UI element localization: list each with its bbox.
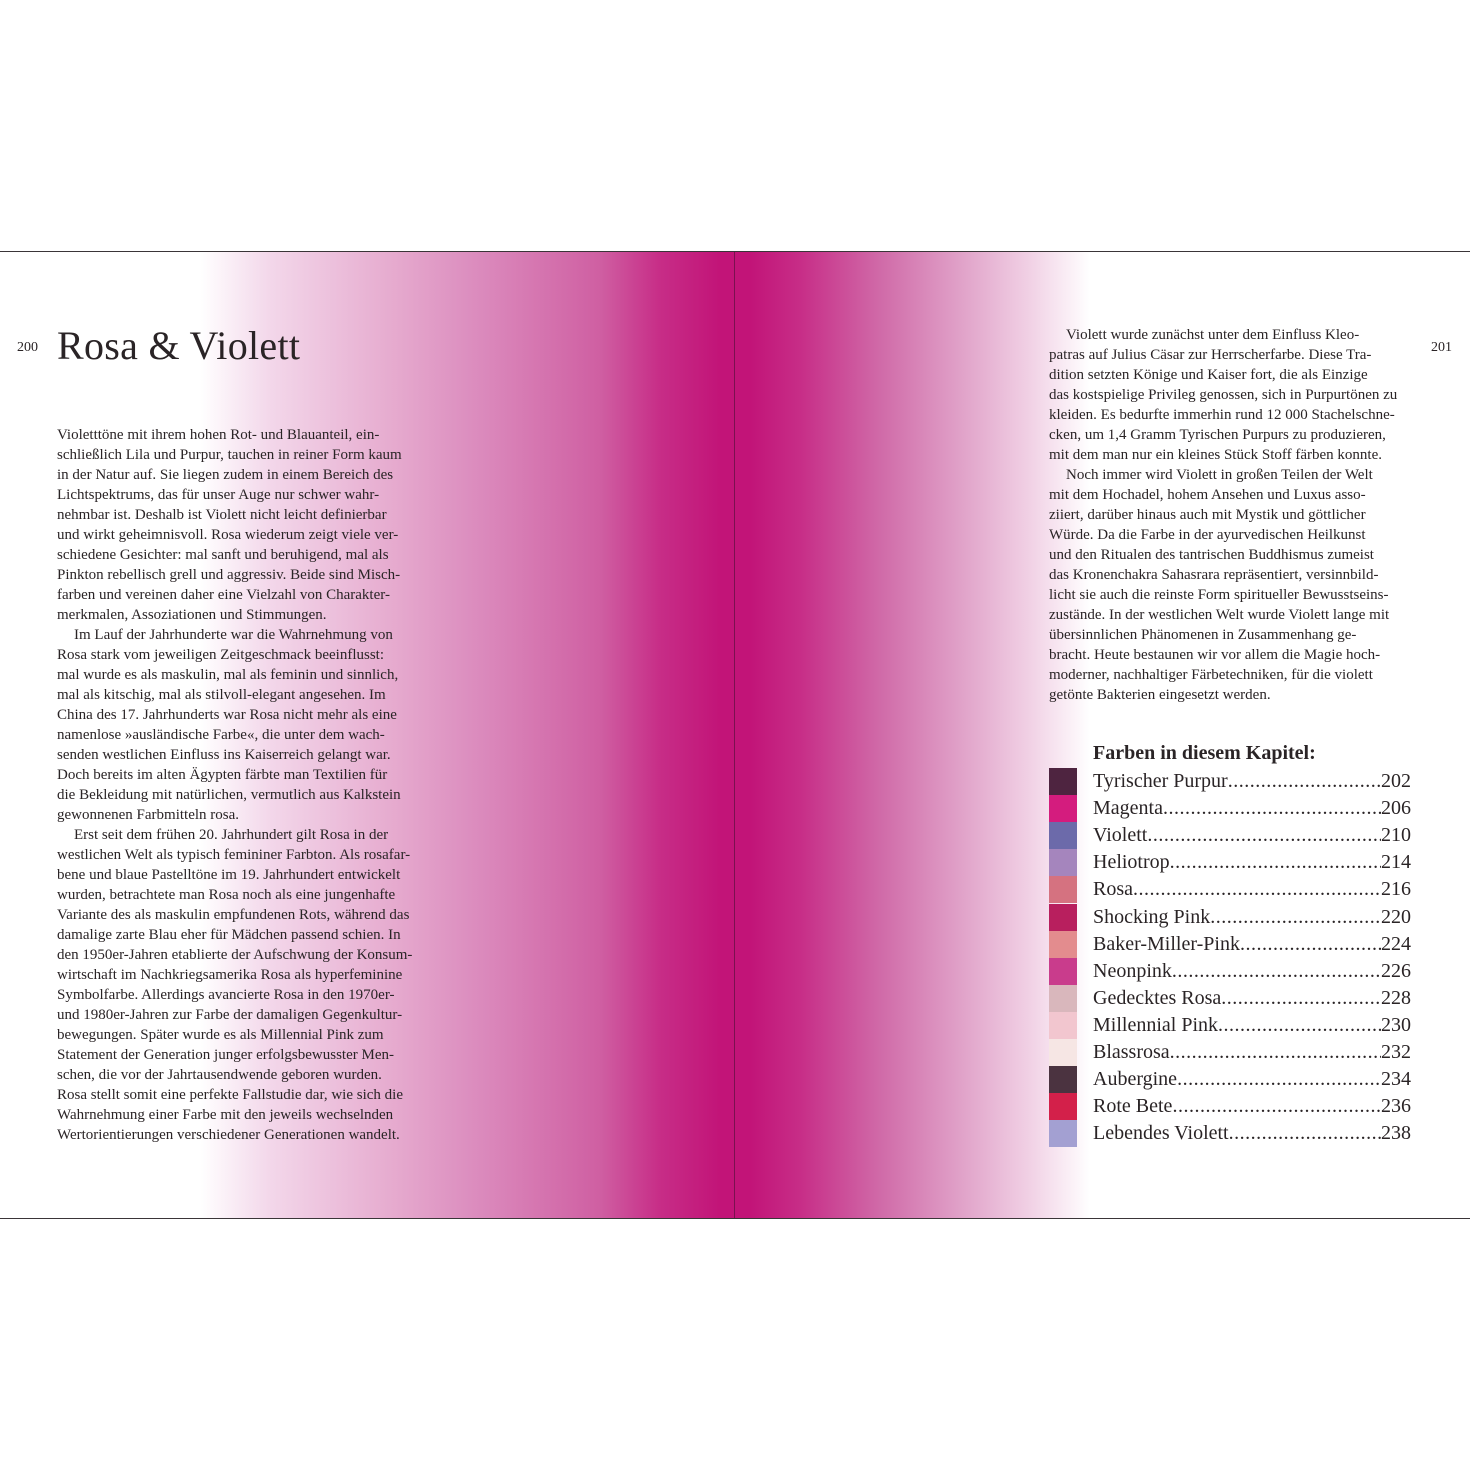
color-page-number: 220 bbox=[1381, 905, 1411, 928]
color-page-number: 210 bbox=[1381, 824, 1411, 847]
text-line: merkmalen, Assoziationen und Stimmungen. bbox=[57, 607, 327, 623]
color-name: Tyrischer Purpur bbox=[1093, 770, 1228, 793]
text-line: das Kronenchakra Sahasrara repräsentiert, versinnbild- bbox=[1049, 567, 1379, 583]
dot-leader bbox=[1228, 770, 1381, 793]
text-line: Variante des als maskulin empfundenen Rots, während das bbox=[57, 907, 410, 923]
text-line: bracht. Heute bestaunen wir vor allem die Magie hoch- bbox=[1049, 647, 1381, 663]
color-swatch bbox=[1049, 795, 1077, 822]
text-line: Statement der Generation junger erfolgsbewusster Men- bbox=[57, 1047, 394, 1063]
chapter-title: Rosa & Violett bbox=[57, 323, 301, 368]
color-list-item bbox=[1049, 1093, 1411, 1120]
page-number-right: 201 bbox=[1431, 340, 1452, 355]
text-line: westlichen Welt als typisch femininer Farbton. Als rosafar- bbox=[57, 847, 411, 863]
text-line: Noch immer wird Violett in großen Teilen der Welt bbox=[1066, 467, 1373, 483]
color-swatch bbox=[1049, 1066, 1077, 1093]
color-name: Heliotrop bbox=[1093, 851, 1170, 874]
color-list-item bbox=[1049, 1039, 1411, 1066]
color-page-number: 234 bbox=[1381, 1068, 1411, 1091]
text-line: übersinnlichen Phänomenen in Zusammenhang ge- bbox=[1049, 627, 1357, 643]
text-line: Rosa stellt somit eine perfekte Fallstudie dar, wie sich die bbox=[57, 1087, 403, 1103]
color-page-number: 224 bbox=[1381, 932, 1411, 955]
color-name: Neonpink bbox=[1093, 959, 1172, 982]
text-line: Lichtspektrums, das für unser Auge nur schwer wahr- bbox=[57, 487, 380, 503]
color-name: Aubergine bbox=[1093, 1068, 1178, 1091]
text-line: Erst seit dem frühen 20. Jahrhundert gilt Rosa in der bbox=[74, 827, 389, 843]
text-line: nehmbar ist. Deshalb ist Violett nicht leicht definierbar bbox=[57, 507, 387, 523]
color-swatch bbox=[1049, 1120, 1077, 1147]
color-name: Blassrosa bbox=[1093, 1040, 1170, 1063]
color-page-number: 232 bbox=[1381, 1040, 1411, 1063]
color-swatch bbox=[1049, 849, 1077, 876]
text-line: mal wurde es als maskulin, mal als feminin und sinnlich, bbox=[57, 667, 399, 683]
text-line: schließlich Lila und Purpur, tauchen in reiner Form kaum bbox=[57, 447, 402, 463]
color-swatch bbox=[1049, 958, 1077, 985]
color-name: Lebendes Violett bbox=[1093, 1122, 1229, 1145]
dot-leader bbox=[1218, 1014, 1381, 1037]
dot-leader bbox=[1170, 1041, 1381, 1064]
color-name: Rosa bbox=[1093, 878, 1133, 901]
text-line: mit dem man nur ein kleines Stück Stoff färben konnte. bbox=[1049, 447, 1382, 463]
text-line: schen, die vor der Jahrtausendwende geboren wurden. bbox=[57, 1067, 382, 1083]
color-index-list bbox=[1049, 768, 1411, 1147]
color-list-item bbox=[1049, 958, 1411, 985]
color-list-item bbox=[1049, 1066, 1411, 1093]
color-list-item bbox=[1049, 1120, 1411, 1147]
dot-leader bbox=[1147, 824, 1381, 847]
text-line: Violett wurde zunächst unter dem Einfluss Kleo- bbox=[1066, 327, 1360, 343]
dot-leader bbox=[1229, 1122, 1381, 1145]
text-line: Symbolfarbe. Allerdings avancierte Rosa in den 1970er- bbox=[57, 987, 395, 1003]
text-line: bewegungen. Später wurde es als Millennial Pink zum bbox=[57, 1027, 384, 1043]
color-page-number: 226 bbox=[1381, 959, 1411, 982]
text-line: und wirkt geheimnisvoll. Rosa wiederum zeigt viele ver- bbox=[57, 527, 399, 543]
color-swatch bbox=[1049, 1039, 1077, 1066]
color-list-item bbox=[1049, 876, 1411, 903]
text-line: schiedene Gesichter: mal sanft und beruhigend, mal als bbox=[57, 547, 389, 563]
color-swatch bbox=[1049, 822, 1077, 849]
color-swatch bbox=[1049, 931, 1077, 958]
color-page-number: 206 bbox=[1381, 797, 1411, 820]
dot-leader bbox=[1210, 906, 1381, 929]
color-list-item bbox=[1049, 931, 1411, 958]
color-swatch bbox=[1049, 1012, 1077, 1039]
color-swatch bbox=[1049, 768, 1077, 795]
color-name: Violett bbox=[1093, 824, 1148, 847]
text-line: kleiden. Es bedurfte immerhin rund 12 000 Stachelschne- bbox=[1049, 407, 1395, 423]
text-line: bene und blaue Pastelltöne im 19. Jahrhundert entwickelt bbox=[57, 867, 401, 883]
text-line: patras auf Julius Cäsar zur Herrscherfarbe. Diese Tra- bbox=[1049, 347, 1372, 363]
left-text-column bbox=[57, 425, 447, 1145]
color-list-item bbox=[1049, 903, 1411, 930]
color-swatch bbox=[1049, 985, 1077, 1012]
text-line: licht sie auch die reinste Form spiritueller Bewusstseins- bbox=[1049, 587, 1389, 603]
dot-leader bbox=[1172, 1095, 1381, 1118]
text-line: Wahrnehmung einer Farbe mit den jeweils wechselnden bbox=[57, 1107, 394, 1123]
dot-leader bbox=[1240, 933, 1381, 956]
text-line: ziiert, darüber hinaus auch mit Mystik und göttlicher bbox=[1049, 507, 1366, 523]
text-line: senden westlichen Einfluss ins Kaiserreich gelangt war. bbox=[57, 747, 391, 763]
color-name: Shocking Pink bbox=[1093, 905, 1211, 928]
color-name: Millennial Pink bbox=[1093, 1013, 1218, 1036]
color-list-item bbox=[1049, 1012, 1411, 1039]
text-line: in der Natur auf. Sie liegen zudem in einem Bereich des bbox=[57, 467, 394, 483]
dot-leader bbox=[1163, 797, 1381, 820]
color-name: Rote Bete bbox=[1093, 1095, 1173, 1118]
color-page-number: 214 bbox=[1381, 851, 1411, 874]
color-swatch bbox=[1049, 1093, 1077, 1120]
text-line: wurden, betrachtete man Rosa noch als eine jungenhafte bbox=[57, 887, 396, 903]
text-line: moderner, nachhaltiger Färbetechniken, für die violett bbox=[1049, 667, 1373, 683]
text-line: und 1980er-Jahren zur Farbe der damaligen Gegenkultur- bbox=[57, 1007, 403, 1023]
text-line: zustände. In der westlichen Welt wurde Violett lange mit bbox=[1049, 607, 1390, 623]
dot-leader bbox=[1221, 987, 1381, 1010]
color-list-item bbox=[1049, 985, 1411, 1012]
colors-heading: Farben in diesem Kapitel: bbox=[1093, 742, 1316, 764]
text-line: Im Lauf der Jahrhunderte war die Wahrnehmung von bbox=[74, 627, 393, 643]
color-page-number: 216 bbox=[1381, 878, 1411, 901]
color-name: Magenta bbox=[1093, 797, 1163, 820]
color-list-item bbox=[1049, 768, 1411, 795]
text-line: das kostspielige Privileg genossen, sich in Purpurtönen zu bbox=[1049, 387, 1398, 403]
text-line: namenlose »ausländische Farbe«, die unter dem wach- bbox=[57, 727, 385, 743]
color-swatch bbox=[1049, 876, 1077, 903]
text-line: mit dem Hochadel, hohem Ansehen und Luxus asso- bbox=[1049, 487, 1366, 503]
text-line: damalige zarte Blau eher für Mädchen passend schien. In bbox=[57, 927, 401, 943]
text-line: Würde. Da die Farbe in der ayurvedischen Heilkunst bbox=[1049, 527, 1366, 543]
text-line: Wertorientierungen verschiedener Generationen wandelt. bbox=[57, 1127, 400, 1143]
dot-leader bbox=[1172, 960, 1381, 983]
dot-leader bbox=[1133, 878, 1381, 901]
text-line: Doch bereits im alten Ägypten färbte man Textilien für bbox=[57, 767, 388, 783]
book-spread bbox=[0, 251, 1470, 1219]
gutter-fold bbox=[734, 252, 735, 1218]
color-page-number: 230 bbox=[1381, 1013, 1411, 1036]
color-list-item bbox=[1049, 795, 1411, 822]
dot-leader bbox=[1177, 1068, 1381, 1091]
text-line: wirtschaft im Nachkriegsamerika Rosa als hyperfeminine bbox=[57, 967, 403, 983]
text-line: Violetttöne mit ihrem hohen Rot- und Blauanteil, ein- bbox=[57, 427, 380, 443]
color-page-number: 236 bbox=[1381, 1095, 1411, 1118]
text-line: farben und vereinen daher eine Vielzahl von Charakter- bbox=[57, 587, 390, 603]
color-list-item bbox=[1049, 822, 1411, 849]
text-line: die Bekleidung mit natürlichen, vermutlich aus Kalkstein bbox=[57, 787, 401, 803]
dot-leader bbox=[1170, 851, 1381, 874]
color-swatch bbox=[1049, 904, 1077, 931]
text-line: getönte Bakterien eingesetzt werden. bbox=[1049, 687, 1271, 703]
text-line: China des 17. Jahrhunderts war Rosa nicht mehr als eine bbox=[57, 707, 397, 723]
color-name: Gedecktes Rosa bbox=[1093, 986, 1222, 1009]
color-name: Baker-Miller-Pink bbox=[1093, 932, 1240, 955]
page-number-left: 200 bbox=[17, 340, 38, 355]
text-line: Pinkton rebellisch grell und aggressiv. Beide sind Misch- bbox=[57, 567, 401, 583]
text-line: gewonnenen Farbmitteln rosa. bbox=[57, 807, 240, 823]
text-line: mal als kitschig, mal als stilvoll-elegant angesehen. Im bbox=[57, 687, 386, 703]
text-line: dition setzten Könige und Kaiser fort, die als Einzige bbox=[1049, 367, 1368, 383]
text-line: Rosa stark vom jeweiligen Zeitgeschmack beeinflusst: bbox=[57, 647, 384, 663]
text-line: den 1950er-Jahren etablierte der Aufschwung der Konsum- bbox=[57, 947, 413, 963]
color-list-item bbox=[1049, 849, 1411, 876]
color-page-number: 202 bbox=[1381, 770, 1411, 793]
color-page-number: 238 bbox=[1381, 1122, 1411, 1145]
text-line: cken, um 1,4 Gramm Tyrischen Purpurs zu produzieren, bbox=[1049, 427, 1386, 443]
color-page-number: 228 bbox=[1381, 986, 1411, 1009]
right-text-column bbox=[1049, 325, 1424, 705]
text-line: und den Ritualen des tantrischen Buddhismus zumeist bbox=[1049, 547, 1374, 563]
